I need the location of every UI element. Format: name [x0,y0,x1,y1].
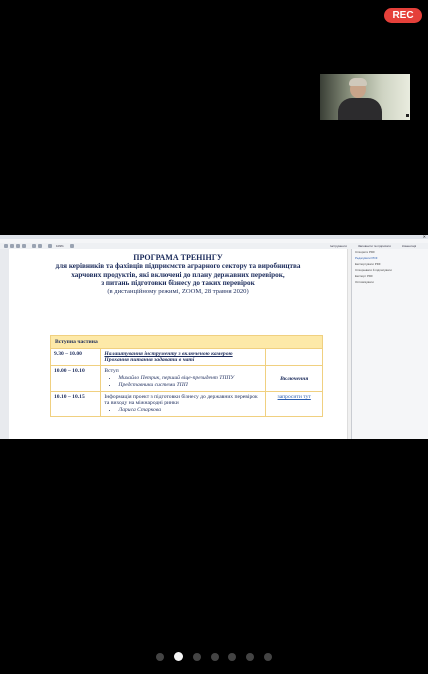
speaker-item: • Лариса Старкова [118,407,262,414]
panel-item-sign[interactable]: Створювати й підписувати [355,268,392,272]
doc-mode-line: (в дистанційному режимі, ZOOM, 28 травня 2020) [107,287,249,295]
speaker-list [104,407,262,414]
page-dot[interactable] [228,653,236,661]
row-side [266,366,323,392]
comments-button[interactable]: Коментарі [402,244,417,248]
fill-sign-button[interactable]: Заповнити та підписати [358,244,391,248]
zoom-in-icon[interactable] [70,244,74,248]
zoom-level[interactable]: 109% [56,244,64,248]
panel-item-create-pdf[interactable]: Створити PDF [355,250,375,254]
table-row [51,366,323,392]
row-side-text: Включення [280,375,309,382]
program-table [50,335,323,417]
participant-hair [349,78,367,86]
page-dot-active[interactable] [174,652,183,661]
row-time: 10.10 – 10.15 [51,392,101,417]
table-section-row [51,336,323,349]
doc-subtitle-line-3: з питань підготовки бізнесу до таких перевірок [101,279,255,288]
tools-panel [351,249,428,439]
table-row [51,349,323,366]
register-link[interactable]: запросити тут [277,394,311,400]
page-indicator [0,648,428,666]
row-activity-text: Вступ [104,368,119,374]
row-activity [101,349,266,366]
row-activity-text: Налаштування інструменту з включеною камерою [104,351,233,357]
page-dot[interactable] [211,653,219,661]
panel-item-export-pdf[interactable]: Експортувати PDF [355,262,381,266]
page-up-icon[interactable] [32,244,36,248]
doc-title: ПРОГРАМА ТРЕНІНГУ [133,253,223,262]
close-icon[interactable]: ✕ [422,235,426,239]
panel-item-optimize[interactable]: Оптимізувати [355,280,374,284]
doc-subtitle-line-2: харчових продуктів, які включені до плану державних перевірок, [71,270,285,279]
participant-body [338,98,382,120]
open-icon[interactable] [4,244,8,248]
tools-button[interactable]: Інструменти [330,244,347,248]
zoom-out-icon[interactable] [48,244,52,248]
row-side [266,349,323,366]
page-down-icon[interactable] [38,244,42,248]
row-activity-text: Інформація проект з підготовки бізнесу до державних перевірок та виходу на міжнародні ринки [104,394,258,406]
participant-video-thumbnail[interactable] [320,74,410,120]
mail-icon[interactable] [22,244,26,248]
print-icon[interactable] [16,244,20,248]
page-dot[interactable] [246,653,254,661]
speaker-item: • Представники системи ТПП [118,382,262,389]
row-side [266,392,323,417]
video-options-icon[interactable] [406,114,409,117]
row-time: 10.00 – 10.10 [51,366,101,392]
page-dot[interactable] [193,653,201,661]
row-time: 9.30 – 10.00 [51,349,101,366]
table-row [51,392,323,417]
row-activity [101,392,266,417]
section-title: Вступна частина [51,336,323,349]
row-activity [101,366,266,392]
panel-item-export[interactable]: Експорт PDF [355,274,373,278]
panel-item-edit-pdf[interactable]: Редагувати PDF [355,256,378,260]
speaker-item: • Михайло Петрик, перший віце-президент ТППУ [118,375,262,382]
speaker-list [104,375,262,389]
row-activity-note: Прохання питання задавати в чаті [104,357,195,363]
page-dot[interactable] [156,653,164,661]
page-dot[interactable] [264,653,272,661]
recording-badge: REC [384,8,422,23]
pdf-page [9,249,347,439]
shared-screen [0,235,428,439]
doc-subtitle-line-1: для керівників та фахівців підприємств аграрного сектору та виробництва [55,262,301,271]
save-icon[interactable] [10,244,14,248]
